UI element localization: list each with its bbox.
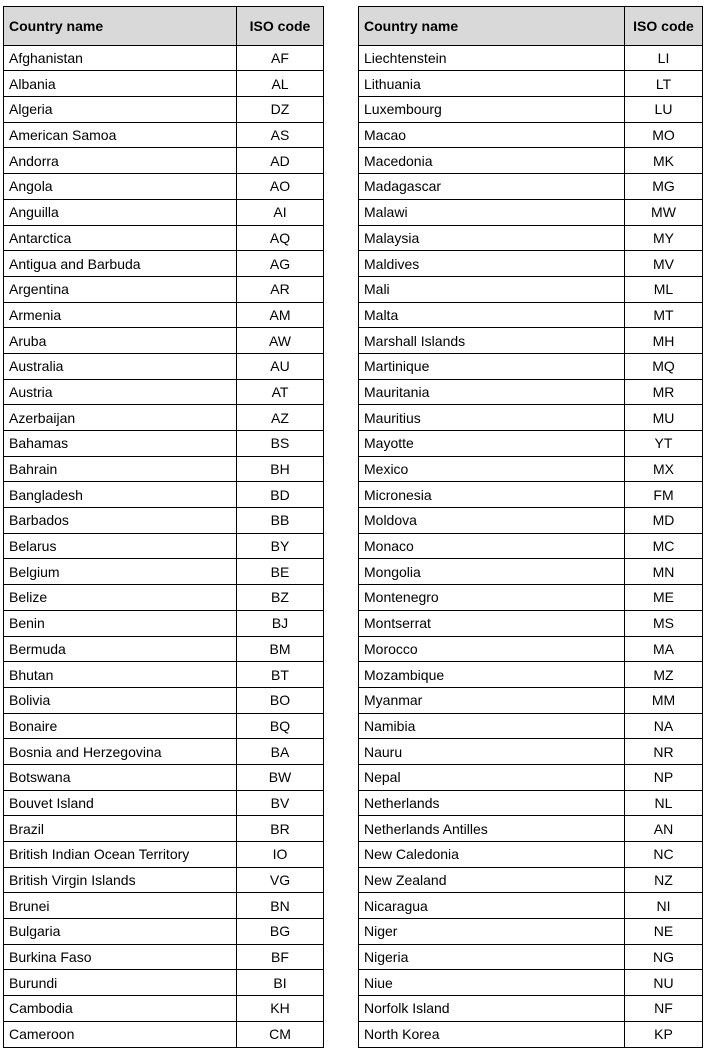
column-header-country-name: Country name — [4, 7, 237, 46]
iso-code-cell: AI — [237, 199, 324, 225]
iso-code-cell: NG — [625, 944, 703, 970]
table-row — [359, 559, 703, 585]
iso-code-cell: MW — [625, 199, 703, 225]
iso-code-cell: AG — [237, 251, 324, 277]
header-row — [4, 7, 324, 46]
table-row — [359, 71, 703, 97]
country-name-cell: Micronesia — [359, 482, 625, 508]
country-name-cell: Netherlands Antilles — [359, 816, 625, 842]
table-row — [4, 533, 324, 559]
country-name-cell: Burundi — [4, 970, 237, 996]
iso-code-cell: AU — [237, 353, 324, 379]
table-row — [359, 739, 703, 765]
country-name-cell: Cameroon — [4, 1021, 237, 1047]
country-name-cell: Moldova — [359, 508, 625, 534]
country-name-cell: Macao — [359, 122, 625, 148]
table-row — [4, 636, 324, 662]
table-row — [359, 122, 703, 148]
table-row — [359, 610, 703, 636]
table-row — [359, 842, 703, 868]
iso-code-cell: DZ — [237, 97, 324, 123]
iso-code-cell: BV — [237, 790, 324, 816]
table-row — [4, 585, 324, 611]
country-name-cell: Norfolk Island — [359, 996, 625, 1022]
country-name-cell: American Samoa — [4, 122, 237, 148]
table-row — [4, 97, 324, 123]
iso-code-cell: BN — [237, 893, 324, 919]
iso-code-cell: AW — [237, 328, 324, 354]
table-row — [359, 944, 703, 970]
iso-code-cell: BG — [237, 919, 324, 945]
country-name-cell: Malaysia — [359, 225, 625, 251]
country-name-cell: Martinique — [359, 353, 625, 379]
iso-code-cell: NL — [625, 790, 703, 816]
column-header-country-name: Country name — [359, 7, 625, 46]
country-iso-table-right — [358, 6, 703, 1048]
country-name-cell: Bolivia — [4, 687, 237, 713]
iso-code-cell: AL — [237, 71, 324, 97]
country-name-cell: Antigua and Barbuda — [4, 251, 237, 277]
iso-code-cell: NA — [625, 713, 703, 739]
iso-code-cell: MD — [625, 508, 703, 534]
country-name-cell: Armenia — [4, 302, 237, 328]
iso-code-cell: BA — [237, 739, 324, 765]
iso-code-cell: MR — [625, 379, 703, 405]
iso-code-cell: KH — [237, 996, 324, 1022]
table-row — [4, 687, 324, 713]
iso-code-cell: BD — [237, 482, 324, 508]
header-row — [359, 7, 703, 46]
country-name-cell: Burkina Faso — [4, 944, 237, 970]
table-row — [4, 996, 324, 1022]
table-row — [4, 944, 324, 970]
iso-code-cell: NE — [625, 919, 703, 945]
table-row — [4, 842, 324, 868]
iso-code-cell: BS — [237, 431, 324, 457]
country-name-cell: Bosnia and Herzegovina — [4, 739, 237, 765]
table-row — [359, 867, 703, 893]
table-row — [4, 816, 324, 842]
country-name-cell: Andorra — [4, 148, 237, 174]
table-row — [4, 302, 324, 328]
iso-code-cell: AN — [625, 816, 703, 842]
table-row — [359, 816, 703, 842]
iso-code-cell: MY — [625, 225, 703, 251]
iso-code-cell: BJ — [237, 610, 324, 636]
country-name-cell: Algeria — [4, 97, 237, 123]
country-name-cell: Botswana — [4, 764, 237, 790]
table-row — [359, 456, 703, 482]
iso-code-cell: LT — [625, 71, 703, 97]
country-name-cell: Mauritania — [359, 379, 625, 405]
country-name-cell: Mexico — [359, 456, 625, 482]
table-row — [4, 867, 324, 893]
table-row — [4, 1021, 324, 1047]
table-row — [359, 45, 703, 71]
table-row — [359, 431, 703, 457]
column-header-iso-code: ISO code — [625, 7, 703, 46]
iso-code-cell: MO — [625, 122, 703, 148]
iso-code-cell: BF — [237, 944, 324, 970]
table-row — [359, 482, 703, 508]
iso-code-cell: NC — [625, 842, 703, 868]
country-name-cell: Angola — [4, 174, 237, 200]
table-row — [4, 379, 324, 405]
iso-code-cell: MX — [625, 456, 703, 482]
table-row — [4, 456, 324, 482]
country-name-cell: Aruba — [4, 328, 237, 354]
iso-code-cell: YT — [625, 431, 703, 457]
country-name-cell: Mayotte — [359, 431, 625, 457]
iso-code-cell: NR — [625, 739, 703, 765]
iso-code-cell: AM — [237, 302, 324, 328]
table-body-left — [4, 45, 324, 1047]
table-row — [4, 662, 324, 688]
table-row — [4, 276, 324, 302]
iso-code-cell: BR — [237, 816, 324, 842]
table-row — [4, 174, 324, 200]
iso-code-cell: BM — [237, 636, 324, 662]
country-name-cell: Nicaragua — [359, 893, 625, 919]
table-row — [359, 893, 703, 919]
table-row — [4, 328, 324, 354]
country-name-cell: Malawi — [359, 199, 625, 225]
country-name-cell: Argentina — [4, 276, 237, 302]
country-name-cell: New Caledonia — [359, 842, 625, 868]
country-name-cell: Antarctica — [4, 225, 237, 251]
table-row — [4, 45, 324, 71]
iso-code-cell: KP — [625, 1021, 703, 1047]
country-name-cell: Liechtenstein — [359, 45, 625, 71]
table-row — [4, 225, 324, 251]
iso-code-cell: NZ — [625, 867, 703, 893]
iso-code-cell: MC — [625, 533, 703, 559]
iso-code-cell: BO — [237, 687, 324, 713]
iso-code-cell: MT — [625, 302, 703, 328]
iso-code-cell: BT — [237, 662, 324, 688]
table-header-right — [359, 7, 703, 46]
iso-code-cell: MU — [625, 405, 703, 431]
table-row — [359, 662, 703, 688]
country-name-cell: Mozambique — [359, 662, 625, 688]
country-name-cell: Brunei — [4, 893, 237, 919]
table-row — [4, 122, 324, 148]
table-row — [359, 585, 703, 611]
table-row — [4, 482, 324, 508]
iso-code-cell: AS — [237, 122, 324, 148]
table-row — [4, 431, 324, 457]
table-row — [4, 353, 324, 379]
table-row — [359, 687, 703, 713]
iso-code-cell: LU — [625, 97, 703, 123]
table-row — [359, 353, 703, 379]
iso-code-cell: BB — [237, 508, 324, 534]
iso-code-cell: IO — [237, 842, 324, 868]
table-row — [359, 276, 703, 302]
iso-code-cell: CM — [237, 1021, 324, 1047]
iso-code-cell: MQ — [625, 353, 703, 379]
table-row — [4, 508, 324, 534]
country-name-cell: Afghanistan — [4, 45, 237, 71]
country-name-cell: Azerbaijan — [4, 405, 237, 431]
table-row — [4, 970, 324, 996]
country-name-cell: Bouvet Island — [4, 790, 237, 816]
iso-code-cell: LI — [625, 45, 703, 71]
iso-code-cell: MA — [625, 636, 703, 662]
table-row — [4, 764, 324, 790]
country-name-cell: Marshall Islands — [359, 328, 625, 354]
iso-code-cell: NP — [625, 764, 703, 790]
table-row — [4, 71, 324, 97]
iso-code-cell: VG — [237, 867, 324, 893]
table-row — [4, 251, 324, 277]
iso-code-cell: MN — [625, 559, 703, 585]
country-name-cell: Macedonia — [359, 148, 625, 174]
table-row — [359, 790, 703, 816]
iso-code-cell: AF — [237, 45, 324, 71]
country-name-cell: Brazil — [4, 816, 237, 842]
country-name-cell: Belarus — [4, 533, 237, 559]
country-name-cell: Bhutan — [4, 662, 237, 688]
iso-code-cell: FM — [625, 482, 703, 508]
table-row — [359, 251, 703, 277]
iso-code-cell: MK — [625, 148, 703, 174]
country-name-cell: Luxembourg — [359, 97, 625, 123]
country-name-cell: Belize — [4, 585, 237, 611]
iso-code-cell: NF — [625, 996, 703, 1022]
country-name-cell: Benin — [4, 610, 237, 636]
country-name-cell: Mongolia — [359, 559, 625, 585]
country-name-cell: Malta — [359, 302, 625, 328]
table-row — [359, 379, 703, 405]
country-name-cell: Nigeria — [359, 944, 625, 970]
iso-code-cell: AQ — [237, 225, 324, 251]
country-name-cell: Bulgaria — [4, 919, 237, 945]
iso-code-cell: MV — [625, 251, 703, 277]
table-row — [359, 148, 703, 174]
iso-code-cell: MS — [625, 610, 703, 636]
country-name-cell: British Virgin Islands — [4, 867, 237, 893]
country-name-cell: Nepal — [359, 764, 625, 790]
table-row — [359, 713, 703, 739]
iso-code-cell: MH — [625, 328, 703, 354]
column-header-iso-code: ISO code — [237, 7, 324, 46]
table-row — [4, 559, 324, 585]
iso-code-cell: MG — [625, 174, 703, 200]
table-row — [359, 174, 703, 200]
country-name-cell: Belgium — [4, 559, 237, 585]
country-name-cell: Monaco — [359, 533, 625, 559]
country-name-cell: Albania — [4, 71, 237, 97]
country-name-cell: Bermuda — [4, 636, 237, 662]
table-row — [4, 610, 324, 636]
country-name-cell: Myanmar — [359, 687, 625, 713]
table-row — [359, 508, 703, 534]
iso-code-cell: ML — [625, 276, 703, 302]
country-name-cell: Australia — [4, 353, 237, 379]
table-row — [4, 790, 324, 816]
country-name-cell: Niue — [359, 970, 625, 996]
table-row — [359, 199, 703, 225]
country-name-cell: Niger — [359, 919, 625, 945]
table-row — [4, 739, 324, 765]
table-row — [359, 225, 703, 251]
country-name-cell: British Indian Ocean Territory — [4, 842, 237, 868]
table-row — [359, 97, 703, 123]
iso-code-cell: NI — [625, 893, 703, 919]
table-row — [4, 148, 324, 174]
country-name-cell: Bahamas — [4, 431, 237, 457]
iso-code-cell: AR — [237, 276, 324, 302]
table-row — [4, 199, 324, 225]
table-row — [359, 405, 703, 431]
table-row — [359, 328, 703, 354]
country-name-cell: Montserrat — [359, 610, 625, 636]
iso-code-cell: AO — [237, 174, 324, 200]
iso-code-cell: AT — [237, 379, 324, 405]
country-name-cell: Madagascar — [359, 174, 625, 200]
country-name-cell: Nauru — [359, 739, 625, 765]
country-name-cell: Bonaire — [4, 713, 237, 739]
iso-code-cell: BQ — [237, 713, 324, 739]
iso-code-cell: AD — [237, 148, 324, 174]
iso-code-cell: MM — [625, 687, 703, 713]
country-name-cell: Cambodia — [4, 996, 237, 1022]
table-row — [359, 302, 703, 328]
country-name-cell: New Zealand — [359, 867, 625, 893]
table-header-left — [4, 7, 324, 46]
iso-code-cell: NU — [625, 970, 703, 996]
country-name-cell: Morocco — [359, 636, 625, 662]
iso-code-cell: AZ — [237, 405, 324, 431]
country-name-cell: Bangladesh — [4, 482, 237, 508]
table-row — [359, 636, 703, 662]
table-body-right — [359, 45, 703, 1047]
country-name-cell: Bahrain — [4, 456, 237, 482]
country-name-cell: Montenegro — [359, 585, 625, 611]
iso-code-cell: BE — [237, 559, 324, 585]
table-row — [4, 919, 324, 945]
country-name-cell: North Korea — [359, 1021, 625, 1047]
country-name-cell: Lithuania — [359, 71, 625, 97]
country-name-cell: Mauritius — [359, 405, 625, 431]
table-row — [4, 893, 324, 919]
table-row — [359, 764, 703, 790]
country-name-cell: Mali — [359, 276, 625, 302]
iso-code-cell: MZ — [625, 662, 703, 688]
country-name-cell: Namibia — [359, 713, 625, 739]
table-row — [359, 533, 703, 559]
table-row — [359, 1021, 703, 1047]
iso-code-cell: BW — [237, 764, 324, 790]
iso-code-cell: ME — [625, 585, 703, 611]
table-row — [359, 996, 703, 1022]
country-name-cell: Barbados — [4, 508, 237, 534]
country-iso-table-left — [3, 6, 324, 1048]
country-name-cell: Anguilla — [4, 199, 237, 225]
country-name-cell: Austria — [4, 379, 237, 405]
iso-code-cell: BH — [237, 456, 324, 482]
table-row — [359, 970, 703, 996]
table-row — [4, 713, 324, 739]
table-row — [4, 405, 324, 431]
country-name-cell: Maldives — [359, 251, 625, 277]
country-name-cell: Netherlands — [359, 790, 625, 816]
iso-code-cell: BY — [237, 533, 324, 559]
iso-code-cell: BZ — [237, 585, 324, 611]
table-row — [359, 919, 703, 945]
iso-code-cell: BI — [237, 970, 324, 996]
